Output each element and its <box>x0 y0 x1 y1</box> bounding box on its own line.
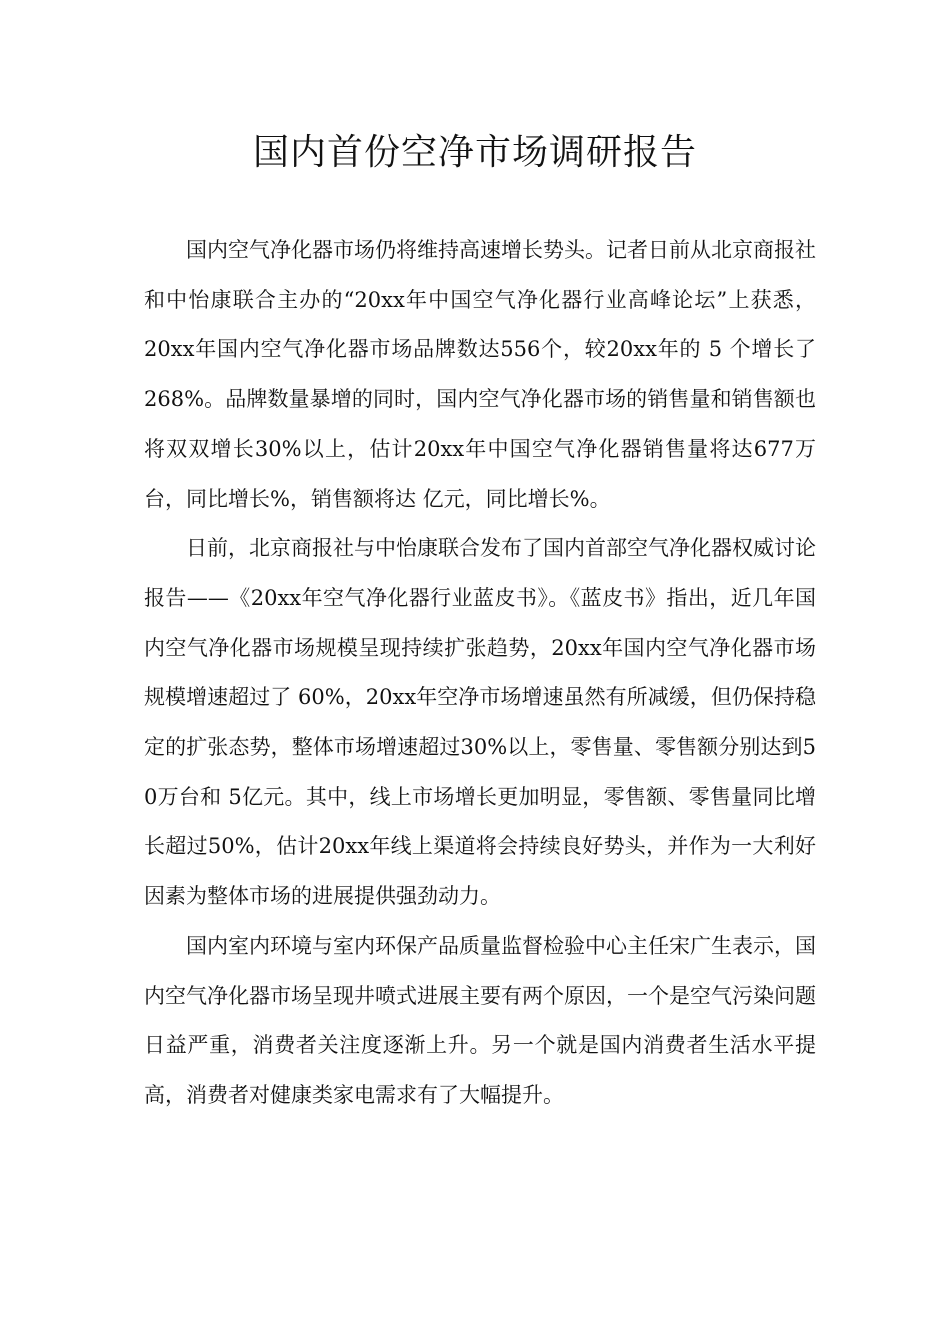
document-body <box>144 226 816 1121</box>
paragraph-1: 国内空气净化器市场仍将维持高速增长势头。记者日前从北京商报社和中怡康联合主办的“20xx年中国空气净化器行业高峰论坛”上获悉，20xx年国内空气净化器市场品牌数达556个，较20xx年的 5 个增长了268%。品牌数量暴增的同时，国内空气净化器市场的销售量和销售额也将双双增长30%以上，估计20xx年中国空气净化器销售量将达677万台，同比增长%，销售额将达 亿元，同比增长%。 <box>144 238 816 511</box>
paragraph-2: 日前，北京商报社与中怡康联合发布了国内首部空气净化器权威讨论报告——《20xx年空气净化器行业蓝皮书》。《蓝皮书》指出，近几年国内空气净化器市场规模呈现持续扩张趋势，20xx年国内空气净化器市场规模增速超过了 60%，20xx年空净市场增速虽然有所减缓，但仍保持稳定的扩张态势，整体市场增速超过30%以上，零售量、零售额分别达到5 0万台和 5亿元。其中，线上市场增长更加明显，零售额、零售量同比增长超过50%，估计20xx年线上渠道将会持续良好势头，并作为一大利好因素为整体市场的进展提供强劲动力。 <box>144 536 816 909</box>
document-title: 国内首份空净市场调研报告 <box>252 132 697 173</box>
paragraph-3: 国内室内环境与室内环保产品质量监督检验中心主任宋广生表示，国内空气净化器市场呈现井喷式进展主要有两个原因，一个是空气污染问题日益严重，消费者关注度逐渐上升。另一个就是国内消费者生活水平提高，消费者对健康类家电需求有了大幅提升。 <box>144 933 816 1107</box>
